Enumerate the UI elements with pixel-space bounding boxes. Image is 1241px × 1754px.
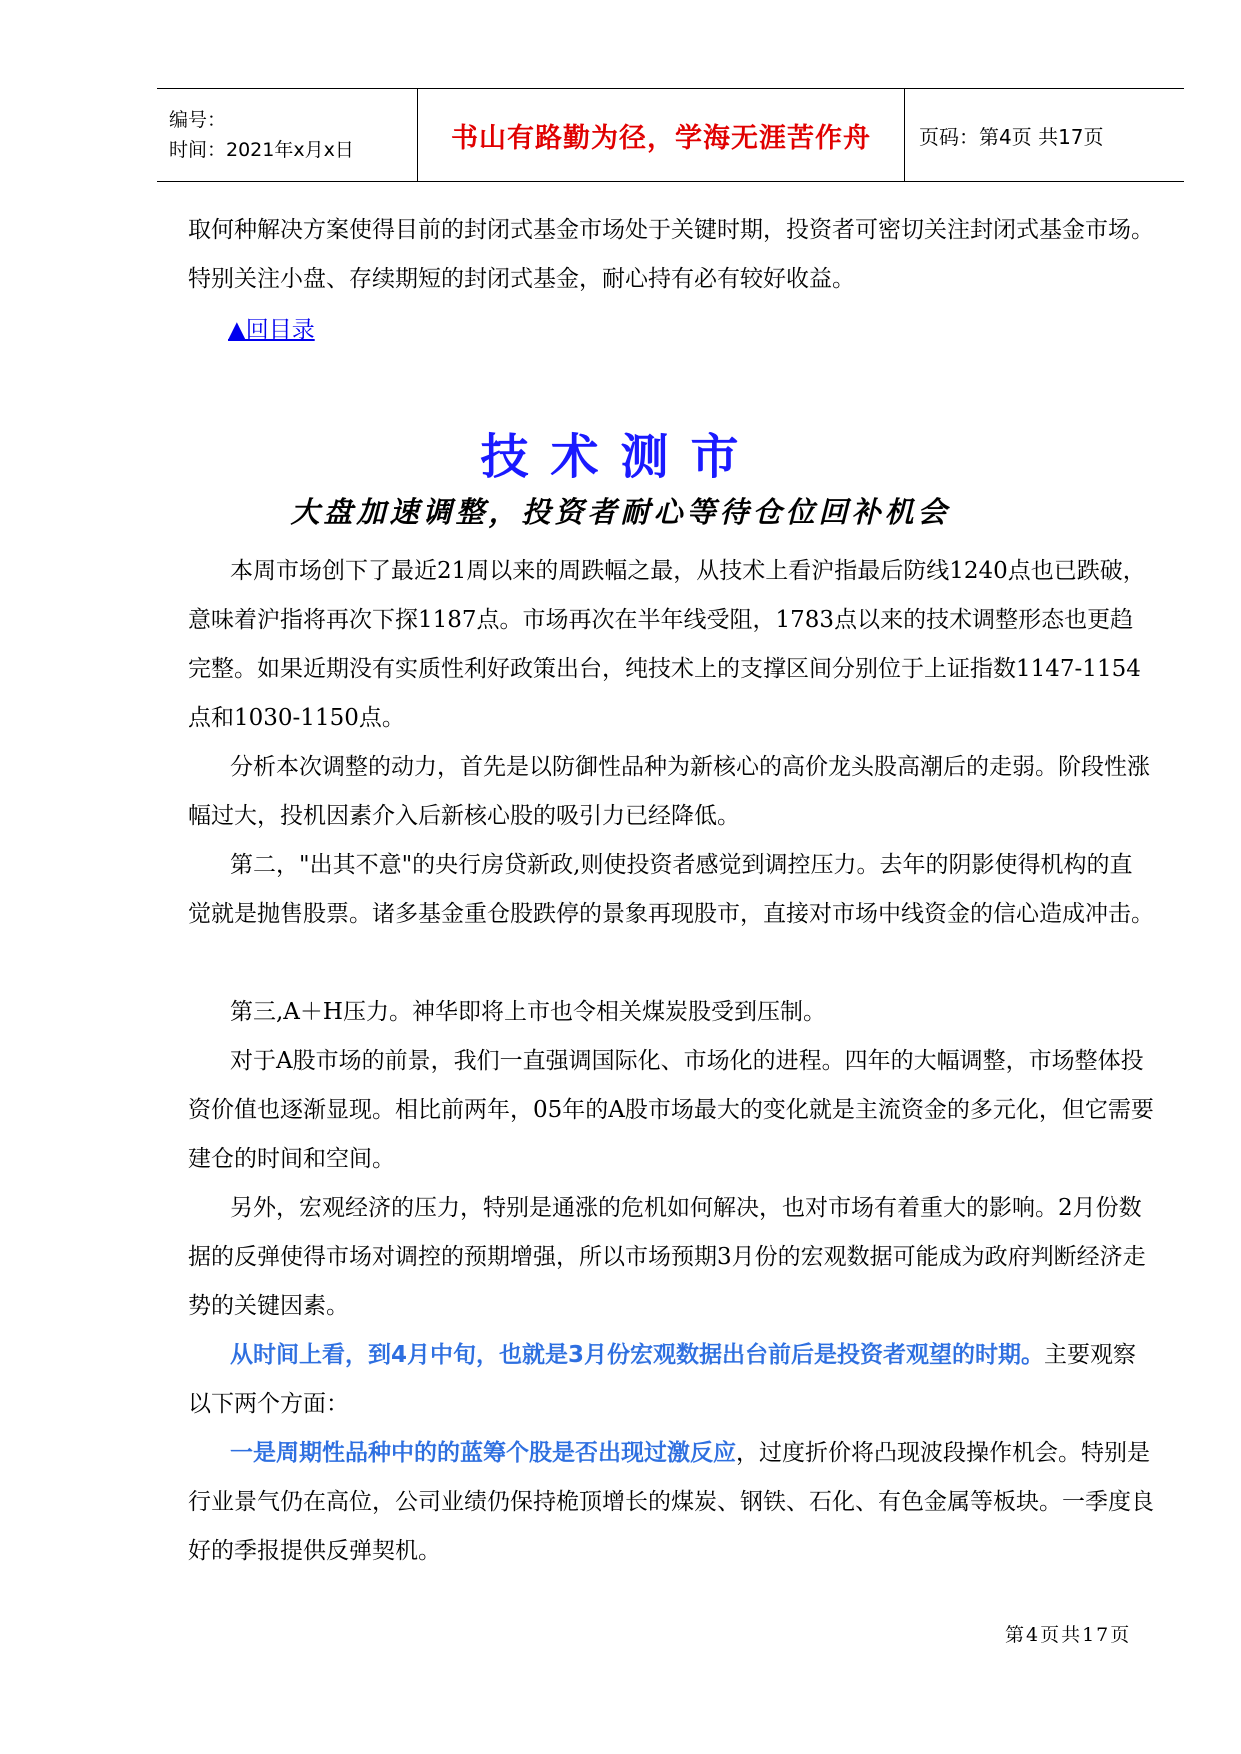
paragraph-1: 本周市场创下了最近21周以来的周跌幅之最，从技术上看沪指最后防线1240点也已跌破，意味着沪指将再次下探1187点。市场再次在半年线受阻，1783点以来的技术调整形态也更趋完整。如果近期没有实质性利好政策出台，纯技术上的支撑区间分别位于上证指数1147-1154点和1030-1150点。 bbox=[188, 558, 1146, 731]
header-time-label: 时间：2021年x月x日 bbox=[169, 139, 354, 161]
header-motto: 书山有路勤为径，学海无涯苦作舟 bbox=[418, 89, 905, 181]
paragraph-3: 第二，"出其不意"的央行房贷新政,则使投资者感觉到调控压力。去年的阴影使得机构的直觉就是抛售股票。诸多基金重仓股跌停的景象再现股市，直接对市场中线资金的信心造成冲击。 bbox=[188, 852, 1154, 927]
header-table bbox=[157, 88, 1184, 182]
paragraph-2: 分析本次调整的动力，首先是以防御性品种为新核心的高价龙头股高潮后的走弱。阶段性涨幅过大，投机因素介入后新核心股的吸引力已经降低。 bbox=[188, 754, 1150, 829]
paragraph-8 bbox=[188, 1429, 1154, 1576]
section-subtitle: 大盘加速调整，投资者耐心等待仓位回补机会 bbox=[290, 495, 951, 529]
paragraph-5: 对于A股市场的前景，我们一直强调国际化、市场化的进程。四年的大幅调整，市场整体投资价值也逐渐显现。相比前两年，05年的A股市场最大的变化就是主流资金的多元化，但它需要建仓的时间和空间。 bbox=[188, 1048, 1154, 1172]
section-title: 技术测市 bbox=[480, 429, 761, 485]
paragraph-4: 第三,A＋H压力。神华即将上市也令相关煤炭股受到压制。 bbox=[230, 999, 826, 1025]
paragraph-8-rest: ，过度折价将凸现波段操作机会。特别是行业景气仍在高位，公司业绩仍保持桅顶增长的煤炭、钢铁、石化、有色金属等板块。一季度良好的季报提供反弹契机。 bbox=[188, 1440, 1154, 1564]
paragraph-6: 另外，宏观经济的压力，特别是通涨的危机如何解决，也对市场有着重大的影响。2月份数据的反弹使得市场对调控的预期增强，所以市场预期3月份的宏观数据可能成为政府判断经济走势的关键因素。 bbox=[188, 1195, 1146, 1319]
header-page-info: 页码：第4页 共17页 bbox=[919, 124, 1104, 149]
paragraph-7-rest: 主要观察以下两个方面： bbox=[188, 1342, 1137, 1417]
paragraph-8-highlight: 一是周期性品种中的的蓝筹个股是否出现过激反应 bbox=[230, 1440, 736, 1466]
paragraph-7-highlight: 从时间上看，到4月中旬，也就是3月份宏观数据出台前后是投资者观望的时期。 bbox=[230, 1342, 1045, 1368]
page-footer: 第4页共17页 bbox=[1005, 1624, 1132, 1646]
header-number-label: 编号： bbox=[169, 109, 227, 131]
back-to-toc-link[interactable]: ▲回目录 bbox=[228, 317, 315, 343]
intro-paragraph: 取何种解决方案使得目前的封闭式基金市场处于关键时期，投资者可密切关注封闭式基金市场。特别关注小盘、存续期短的封闭式基金，耐心持有必有较好收益。 bbox=[188, 217, 1154, 292]
header-meta bbox=[157, 89, 418, 181]
paragraph-7 bbox=[188, 1331, 1154, 1429]
